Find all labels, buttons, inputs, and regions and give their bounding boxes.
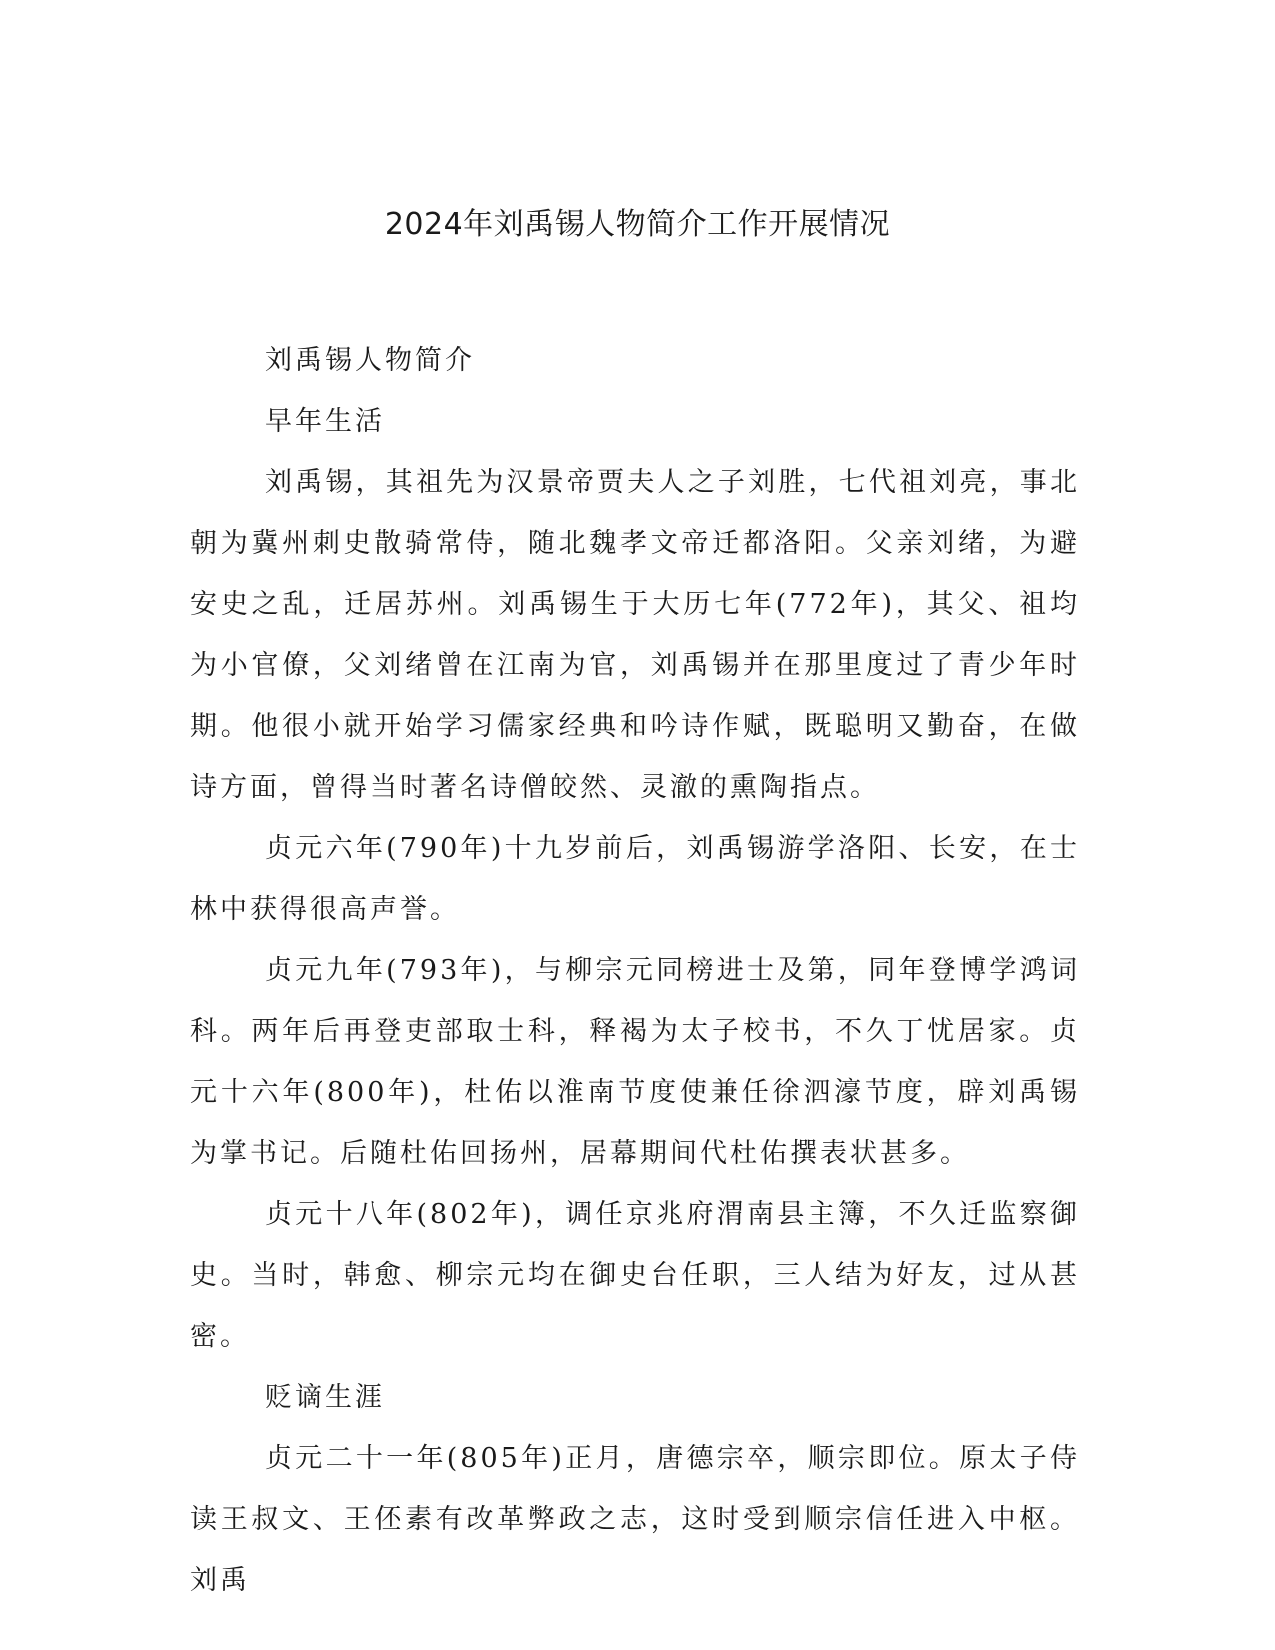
section-heading-exile: 贬谪生涯	[265, 1382, 385, 1413]
section-heading-early-life: 早年生活	[265, 406, 385, 437]
paragraph-reform: 贞元二十一年(805年)正月，唐德宗卒，顺宗即位。原太子侍读王叔文、王伾素有改革弊政之志，这时受到顺宗信任进入中枢。刘禹	[190, 1443, 1080, 1596]
document-title: 2024年刘禹锡人物简介工作开展情况	[384, 207, 891, 242]
paragraph-study-tour: 贞元六年(790年)十九岁前后，刘禹锡游学洛阳、长安，在士林中获得很高声誉。	[190, 833, 1080, 925]
paragraph-censor: 贞元十八年(802年)，调任京兆府渭南县主簿，不久迁监察御史。当时，韩愈、柳宗元均在御史台任职，三人结为好友，过从甚密。	[190, 1199, 1080, 1352]
section-heading-profile: 刘禹锡人物简介	[265, 345, 475, 376]
paragraph-jinshi: 贞元九年(793年)，与柳宗元同榜进士及第，同年登博学鸿词科。两年后再登吏部取士科，释褐为太子校书，不久丁忧居家。贞元十六年(800年)，杜佑以淮南节度使兼任徐泗濠节度，辟刘禹锡为掌书记。后随杜佑回扬州，居幕期间代杜佑撰表状甚多。	[190, 955, 1080, 1169]
document-body	[190, 330, 1080, 1611]
paragraph-ancestry: 刘禹锡，其祖先为汉景帝贾夫人之子刘胜，七代祖刘亮，事北朝为冀州刺史散骑常侍，随北魏孝文帝迁都洛阳。父亲刘绪，为避安史之乱，迁居苏州。刘禹锡生于大历七年(772年)，其父、祖均为小官僚，父刘绪曾在江南为官，刘禹锡并在那里度过了青少年时期。他很小就开始学习儒家经典和吟诗作赋，既聪明又勤奋，在做诗方面，曾得当时著名诗僧皎然、灵澈的熏陶指点。	[190, 467, 1080, 803]
